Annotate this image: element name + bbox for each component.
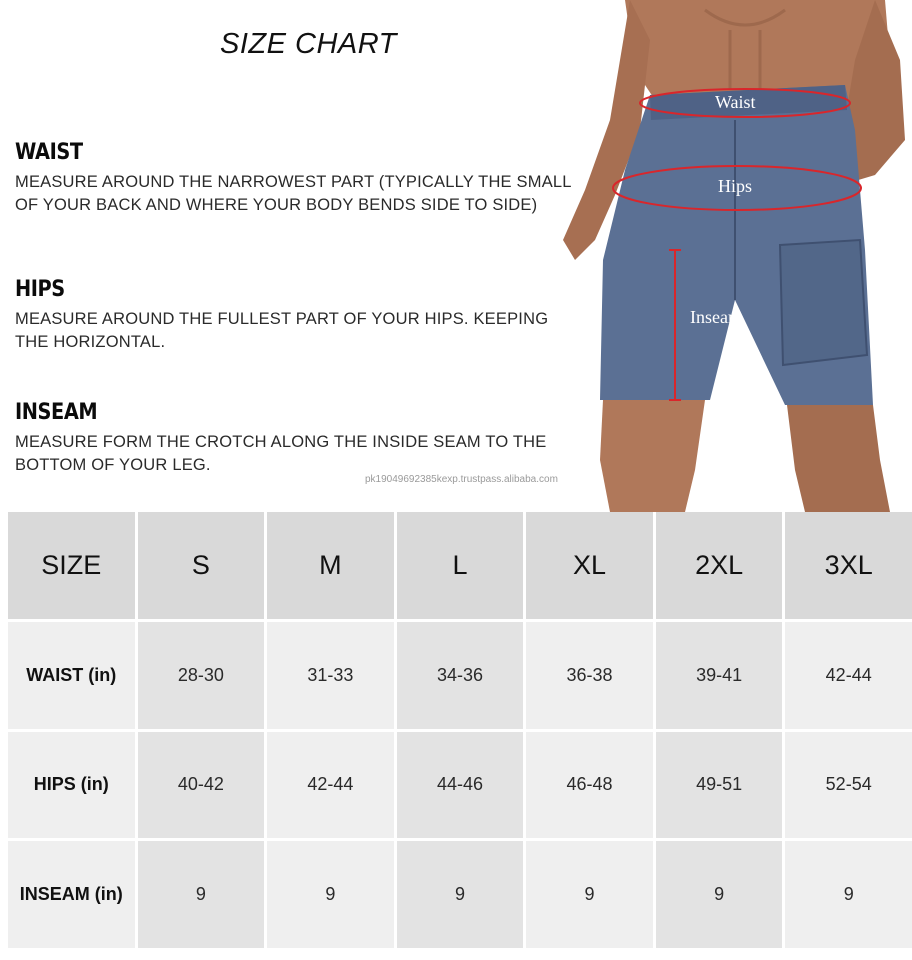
table-cell: 40-42 — [138, 732, 265, 839]
row-label-hips: HIPS (in) — [8, 732, 135, 839]
table-cell: 42-44 — [785, 622, 912, 729]
header-size: SIZE — [8, 512, 135, 619]
header-l: L — [397, 512, 524, 619]
table-cell: 31-33 — [267, 622, 394, 729]
row-label-waist: WAIST (in) — [8, 622, 135, 729]
row-label-inseam: INSEAM (in) — [8, 841, 135, 948]
waist-instruction — [15, 140, 575, 217]
inseam-instruction — [15, 400, 575, 477]
size-table — [8, 512, 912, 948]
waist-photo-label: Waist — [715, 92, 756, 112]
table-cell: 9 — [138, 841, 265, 948]
table-cell: 44-46 — [397, 732, 524, 839]
hips-heading: HIPS — [15, 277, 65, 302]
header-3xl: 3XL — [785, 512, 912, 619]
header-2xl: 2XL — [656, 512, 783, 619]
watermark: pk19049692385kexp.trustpass.alibaba.com — [365, 474, 558, 485]
table-cell: 46-48 — [526, 732, 653, 839]
inseam-photo-label: Inseam — [690, 307, 742, 327]
waist-description: MEASURE AROUND THE NARROWEST PART (TYPICALLY THE SMALL OF YOUR BACK AND WHERE YOUR BODY BENDS SIDE TO SIDE) — [15, 173, 572, 214]
waist-heading: WAIST — [15, 140, 83, 165]
table-cell: 39-41 — [656, 622, 783, 729]
table-cell: 9 — [785, 841, 912, 948]
table-cell: 36-38 — [526, 622, 653, 729]
header-xl: XL — [526, 512, 653, 619]
table-cell: 28-30 — [138, 622, 265, 729]
inseam-heading: INSEAM — [15, 400, 98, 425]
right-leg — [787, 405, 890, 512]
left-leg — [600, 400, 705, 512]
model-shorts-photo — [555, 0, 912, 512]
header-m: M — [267, 512, 394, 619]
table-cell: 42-44 — [267, 732, 394, 839]
table-cell: 34-36 — [397, 622, 524, 729]
page-title: SIZE CHART — [220, 28, 397, 60]
table-cell: 49-51 — [656, 732, 783, 839]
hips-instruction — [15, 277, 575, 354]
inseam-description: MEASURE FORM THE CROTCH ALONG THE INSIDE SEAM TO THE BOTTOM OF YOUR LEG. — [15, 433, 547, 474]
table-cell: 9 — [267, 841, 394, 948]
hips-description: MEASURE AROUND THE FULLEST PART OF YOUR HIPS. KEEPING THE HORIZONTAL. — [15, 310, 549, 351]
table-cell: 9 — [397, 841, 524, 948]
header-s: S — [138, 512, 265, 619]
hips-photo-label: Hips — [718, 176, 753, 196]
table-cell: 9 — [656, 841, 783, 948]
cargo-pocket — [780, 240, 867, 365]
table-cell: 52-54 — [785, 732, 912, 839]
table-cell: 9 — [526, 841, 653, 948]
